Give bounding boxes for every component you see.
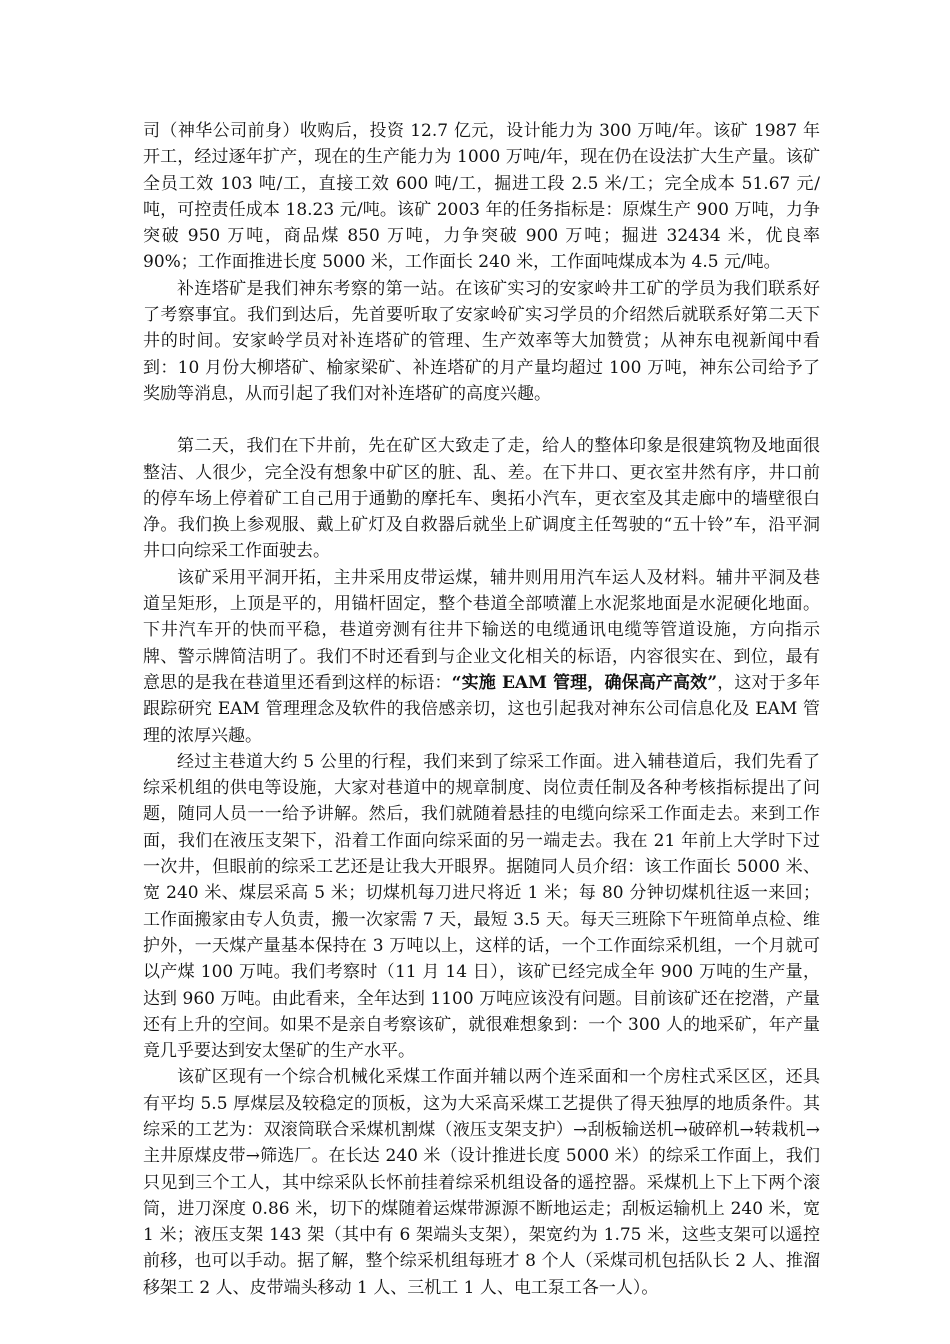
paragraph-2: 补连塔矿是我们神东考察的第一站。在该矿实习的安家岭井工矿的学员为我们联系好了考察事宜。我们到达后，先首要听取了安家岭矿实习学员的介绍然后就联系好第二天下井的时间。安家岭学员对补连塔矿的管理、生产效率等大加赞赏；从神东电视新闻中看到：10 月份大柳塔矿、榆家梁矿、补连塔矿的月产量均超过 100 万吨，神东公司给予了奖励等消息，从而引起了我们对补连塔矿的高度兴趣。: [143, 278, 820, 404]
paragraph-4: [143, 565, 820, 749]
slogan-bold: “实施 EAM 管理，确保高产高效”: [451, 672, 718, 693]
paragraph-3: 第二天，我们在下井前，先在矿区大致走了走，给人的整体印象是很建筑物及地面很整洁、人很少，完全没有想象中矿区的脏、乱、差。在下井口、更衣室井然有序，井口前的停车场上停着矿工自己用于通勤的摩托车、奥拓小汽车，更衣室及其走廊中的墙壁很白净。我们换上参观服、戴上矿灯及自救器后就坐上矿调度主任驾驶的“五十铃”车，沿平洞井口向综采工作面驶去。: [143, 436, 820, 562]
paragraph-4-text-before: 该矿采用平洞开拓，主井采用皮带运煤，辅井则用用汽车运人及材料。辅井平洞及巷道呈矩形，上顶是平的，用锚杆固定，整个巷道全部喷灌上水泥浆地面是水泥硬化地面。下井汽车开的快而平稳，巷道旁测有往井下输送的电缆通讯电缆等管道设施，方向指示牌、警示牌简洁明了。我们不时还看到与企业文化相关的标语，内容很实在、到位，最有意思的是我在巷道里还看到这样的标语：: [143, 567, 820, 693]
document-body: [143, 118, 820, 1301]
paragraph-1: 司（神华公司前身）收购后，投资 12.7 亿元，设计能力为 300 万吨/年。该矿 1987 年开工，经过逐年扩产，现在的生产能力为 1000 万吨/年，现在仍在设法扩大生产量。该矿全员工效 103 吨/工，直接工效 600 吨/工，掘进工段 2.5 米/工；完全成本 51.67 元/吨，可控责任成本 18.23 元/吨。该矿 2003 年的任务指标是：原煤生产 900 万吨，力争突破 950 万吨，商品煤 850 万吨，力争突破 900 万吨；掘进 32434 米，优良率 90%；工作面推进长度 5000 米，工作面长 240 米，工作面吨煤成本为 4.5 元/吨。: [143, 121, 820, 273]
paragraph-5: 经过主巷道大约 5 公里的行程，我们来到了综采工作面。进入辅巷道后，我们先看了综采机组的供电等设施，大家对巷道中的规章制度、岗位责任制及各种考核指标提出了问题，随同人员一一给予讲解。然后，我们就随着悬挂的电缆向综采工作面走去。来到工作面，我们在液压支架下，沿着工作面向综采面的另一端走去。我在 21 年前上大学时下过一次井，但眼前的综采工艺还是让我大开眼界。据随同人员介绍：该工作面长 5000 米、宽 240 米、煤层采高 5 米；切煤机每刀进尺将近 1 米；每 80 分钟切煤机往返一来回；工作面搬家由专人负责，搬一次家需 7 天，最短 3.5 天。每天三班除下午班简单点检、维护外，一天煤产量基本保持在 3 万吨以上，这样的话，一个工作面综采机组，一个月就可以产煤 100 万吨。我们考察时（11 月 14 日），该矿已经完成全年 900 万吨的生产量，达到 960 万吨。由此看来，全年达到 1100 万吨应该没有问题。目前该矿还在挖潜，产量还有上升的空间。如果不是亲自考察该矿，就很难想象到：一个 300 人的地采矿，年产量竟几乎要达到安太堡矿的生产水平。: [143, 751, 820, 1062]
paragraph-6: 该矿区现有一个综合机械化采煤工作面并辅以两个连采面和一个房柱式采区区，还具有平均 5.5 厚煤层及较稳定的顶板，这为大采高采煤工艺提供了得天独厚的地质条件。其综采的工艺为：双滚筒联合采煤机割煤（液压支架支护）→刮板输送机→破碎机→转栽机→主井原煤皮带→筛选厂。在长达 240 米（设计推进长度 5000 米）的综采工作面上，我们只见到三个工人，其中综采队长怀前挂着综采机组设备的遥控器。采煤机上下上下两个滚筒，进刀深度 0.86 米，切下的煤随着运煤带源源不断地运走；刮板运输机上 240 米，宽 1 米；液压支架 143 架（其中有 6 架端头支架），架宽约为 1.75 米，这些支架可以遥控前移，也可以手动。据了解，整个综采机组每班才 8 个人（采煤司机包括队长 2 人、推溜移架工 2 人、皮带端头移动 1 人、三机工 1 人、电工泵工各一人）。: [143, 1067, 820, 1298]
paragraph-4-text-after: ，这对于多年跟踪研究 EAM 管理理念及软件的我倍感亲切，这也引起我对神东公司信息化及 EAM 管理的浓厚兴趣。: [143, 672, 820, 746]
paragraph-gap: [143, 407, 820, 433]
